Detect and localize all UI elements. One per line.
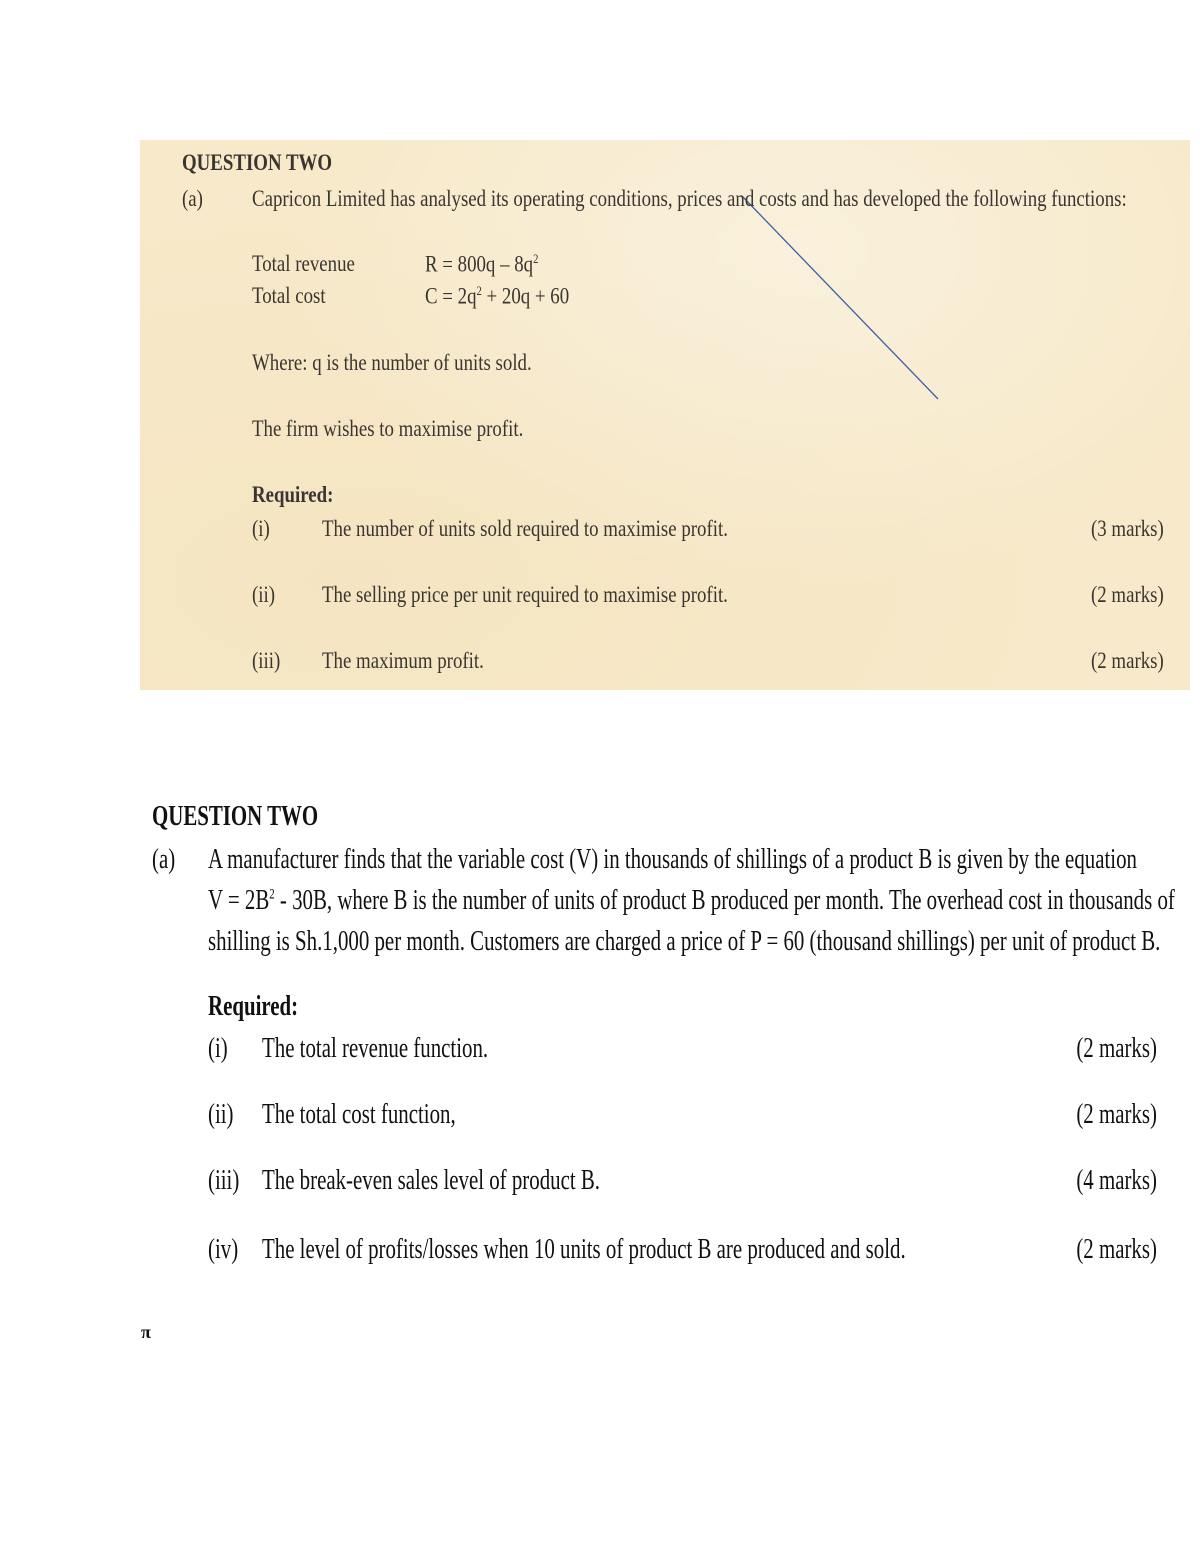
- item-text: The level of profits/losses when 10 units of product B are produced and sold.: [262, 1233, 906, 1265]
- intro-text: Capricon Limited has analysed its operating conditions, prices and costs and has developed the following functions:: [252, 186, 1127, 211]
- cost-formula: $C = 2q^2 + 20q + 60$: [425, 283, 570, 309]
- question-heading: QUESTION TWO: [152, 800, 319, 832]
- item-number: (i): [208, 1032, 228, 1064]
- item-number: (i): [252, 516, 270, 541]
- part-label: (a): [152, 843, 176, 875]
- item-number: (iii): [208, 1164, 240, 1196]
- paragraph-line-3: shilling is Sh.1,000 per month. Customers are charged a price of P = 60 (thousand shillings) per unit of product B.: [208, 925, 1161, 957]
- item-marks: (4 marks): [1076, 1164, 1157, 1196]
- item-marks: (2 marks): [1076, 1098, 1157, 1130]
- item-text: The selling price per unit required to maximise profit.: [322, 582, 728, 607]
- required-heading: Required:: [208, 990, 299, 1022]
- paragraph-line-2: $V = 2B^2 - 30B$, where B is the number of units of product B produced per month. The overhead cost in thousands of: [208, 884, 1175, 916]
- paragraph-line-1: A manufacturer finds that the variable cost (V) in thousands of shillings of a product B is given by the equation: [208, 843, 1137, 875]
- item-marks: (2 marks): [1076, 1233, 1157, 1265]
- function-label: Total revenue: [252, 251, 355, 276]
- item-marks: (2 marks): [1076, 1032, 1157, 1064]
- question-heading: QUESTION TWO: [182, 150, 333, 175]
- item-number: (iv): [208, 1233, 239, 1265]
- item-marks: (3 marks): [1091, 516, 1164, 541]
- item-number: (iii): [252, 648, 281, 673]
- function-label: Total cost: [252, 283, 326, 308]
- footer-symbol: π: [141, 1322, 151, 1342]
- part-label: (a): [182, 186, 203, 211]
- aim-text: The firm wishes to maximise profit.: [252, 416, 524, 441]
- item-text: The number of units sold required to maximise profit.: [322, 516, 728, 541]
- item-text: The total revenue function.: [262, 1032, 489, 1064]
- item-text: The maximum profit.: [322, 648, 484, 673]
- scanned-question-block: [140, 140, 1190, 690]
- revenue-formula: $R = 800q - 8q^2$: [425, 251, 539, 277]
- item-marks: (2 marks): [1091, 582, 1164, 607]
- item-number: (ii): [208, 1098, 234, 1130]
- item-text: The total cost function,: [262, 1098, 456, 1130]
- item-marks: (2 marks): [1091, 648, 1164, 673]
- required-heading: Required:: [252, 482, 334, 507]
- item-number: (ii): [252, 582, 276, 607]
- item-text: The break-even sales level of product B.: [262, 1164, 601, 1196]
- where-text: Where: q is the number of units sold.: [252, 350, 532, 375]
